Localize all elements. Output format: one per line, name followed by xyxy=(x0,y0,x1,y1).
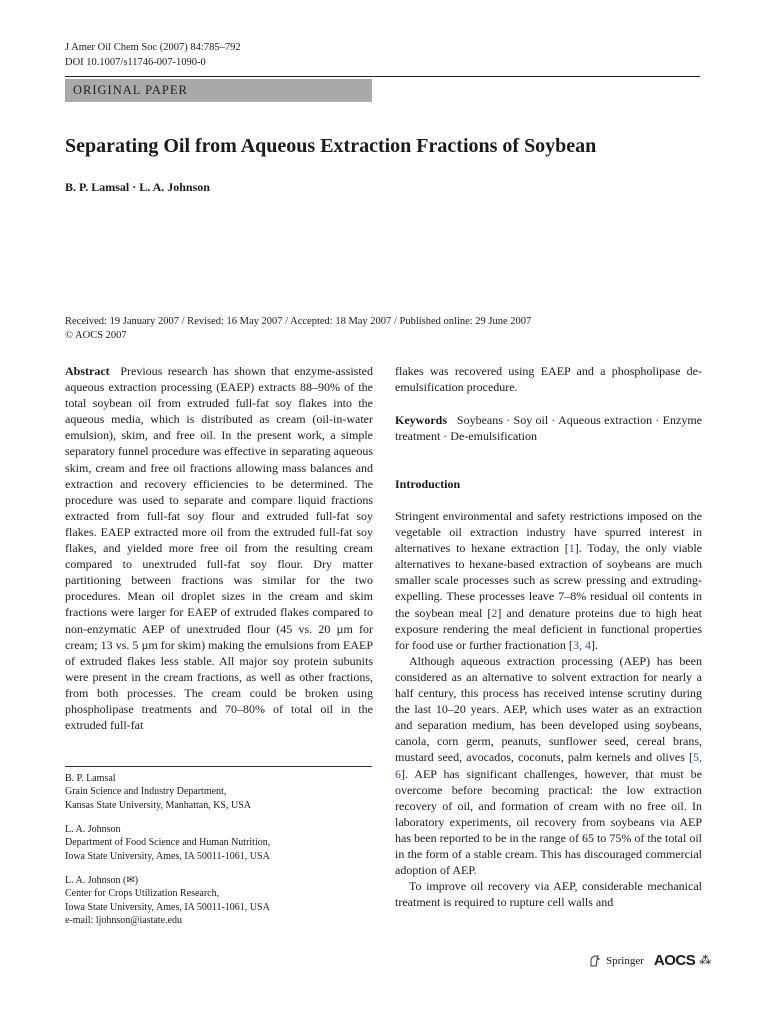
keywords-block xyxy=(395,412,702,444)
affiliation-3 xyxy=(65,874,270,928)
publisher-name: Springer xyxy=(606,954,644,967)
affiliation-2 xyxy=(65,823,270,863)
abstract-text: Previous research has shown that enzyme-assisted aqueous extraction processing (EAEP) extracts 88–90% of the total soybean oil from extruded full-fat soy flakes into the aqueous media, which is distributed as cream (oil-in-water emulsion), skim, and free oil. In the present work, a simple separatory funnel procedure was effective in separating aqueous skim, cream and free oil fractions allowing mass balances and extraction and recovery efficiencies to be determined. The procedure was used to separate and compare liquid fractions extracted from full-fat soy flour and extruded full-fat soy flakes. EAEP extracted more oil from the extruded full-fat soy flakes, and yielded more free oil from the resulting cream compared to unextruded full-fat soy flour. Dry matter partitioning between fractions was similar for the two procedures. Mean oil droplet sizes in the cream and skim fractions were larger for EAEP of extruded flakes compared to non-enzymatic AEP of unextruded flour (45 vs. 20 µm for cream; 13 vs. 5 µm for skim) making the emulsions from EAEP of extruded flakes less stable. All major soy protein subunits were present in the cream fractions, as well as other fractions, from both processes. The cream could be broken using phospholipase treatments and 70–80% of total oil in the extruded full-fat xyxy=(65,364,373,733)
journal-citation xyxy=(65,40,241,70)
affiliation-line: L. A. Johnson (✉) xyxy=(65,875,139,886)
abstract-block xyxy=(65,363,373,733)
citation-link[interactable]: 5, 6 xyxy=(395,750,702,781)
affiliation-1 xyxy=(65,772,251,812)
citation-link[interactable]: 1 xyxy=(568,541,575,556)
citation-link[interactable]: 3, 4 xyxy=(572,637,591,652)
citation-link[interactable]: 2 xyxy=(491,605,498,620)
intro-paragraph-1: Stringent environmental and safety restrictions imposed on the vegetable oil extraction industry have spurred interest in alternatives to hexane extraction [1]. Today, the only viable alternatives to hexane-based extraction of soybeans are much smaller scale processes such as screw pressing and extruding-expelling. These processes leave 7–8% residual oil contents in the soybean meal [2] and denature proteins due to high heat exposure rendering the meal deficient in functional properties for food use or further fractionation [3, 4]. xyxy=(395,509,702,652)
affiliation-rule xyxy=(65,766,372,767)
affiliation-line: Iowa State University, Ames, IA 50011-1061, USA xyxy=(65,850,270,862)
article-dates: Received: 19 January 2007 / Revised: 16 May 2007 / Accepted: 18 May 2007 / Published online: 29 June 2007 xyxy=(65,316,532,327)
publisher-footer xyxy=(588,952,711,969)
copyright-line: © AOCS 2007 xyxy=(65,330,127,341)
keywords-label: Keywords xyxy=(395,413,447,427)
springer-horse-icon xyxy=(588,954,602,968)
abstract-label: Abstract xyxy=(65,364,110,378)
article-history xyxy=(65,315,531,343)
affiliation-line: B. P. Lamsal xyxy=(65,773,116,784)
article-authors: B. P. Lamsal · L. A. Johnson xyxy=(65,180,210,194)
article-title: Separating Oil from Aqueous Extraction Fractions of Soybean xyxy=(65,135,597,157)
doi-line: DOI 10.1007/s11746-007-1090-0 xyxy=(65,57,206,68)
affiliation-line: Iowa State University, Ames, IA 50011-1061, USA xyxy=(65,901,270,913)
keywords-text: Soybeans · Soy oil · Aqueous extraction · Enzyme treatment · De-emulsification xyxy=(395,413,702,444)
journal-line: J Amer Oil Chem Soc (2007) 84:785–792 xyxy=(65,42,241,53)
section-heading-introduction: Introduction xyxy=(395,477,461,491)
affiliation-line: Kansas State University, Manhattan, KS, USA xyxy=(65,799,251,811)
abstract-continuation: flakes was recovered using EAEP and a phospholipase de-emulsification procedure. xyxy=(395,364,702,395)
affiliation-line: Department of Food Science and Human Nutrition, xyxy=(65,837,271,849)
intro-paragraph-2: Although aqueous extraction processing (AEP) has been considered as an alternative to solvent extraction for nearly a half century, this process has received intense scrutiny during the last 10–20 years. AEP, which uses water as an extraction and separation medium, has been developed using soybeans, canola, corn germ, peanuts, sunflower seed, cereal brans, mustard seed, avocados, coconuts, palm kernels and olives [5, 6]. AEP has significant challenges, however, that must be overcome before becoming practical: the low extraction recovery of oil, and formation of cream with no free oil. In laboratory experiments, oil recovery from soybeans via AEP has been reported to be in the range of 65 to 75% of the total oil in the form of a stable cream. This has discouraged commercial adoption of AEP. xyxy=(395,653,702,878)
intro-paragraph-3: To improve oil recovery via AEP, considerable mechanical treatment is required to rupture cell walls and xyxy=(395,879,702,910)
introduction-body xyxy=(395,508,702,910)
article-type-badge: ORIGINAL PAPER xyxy=(65,79,372,102)
aocs-mark-icon: ⁂ xyxy=(699,953,712,967)
society-logo: AOCS xyxy=(653,952,696,969)
header-rule xyxy=(65,76,700,77)
affiliation-line: L. A. Johnson xyxy=(65,824,121,835)
affiliation-line: Center for Crops Utilization Research, xyxy=(65,888,220,900)
email-link[interactable]: e-mail: ljohnson@iastate.edu xyxy=(65,915,182,927)
affiliation-line: Grain Science and Industry Department, xyxy=(65,786,227,798)
